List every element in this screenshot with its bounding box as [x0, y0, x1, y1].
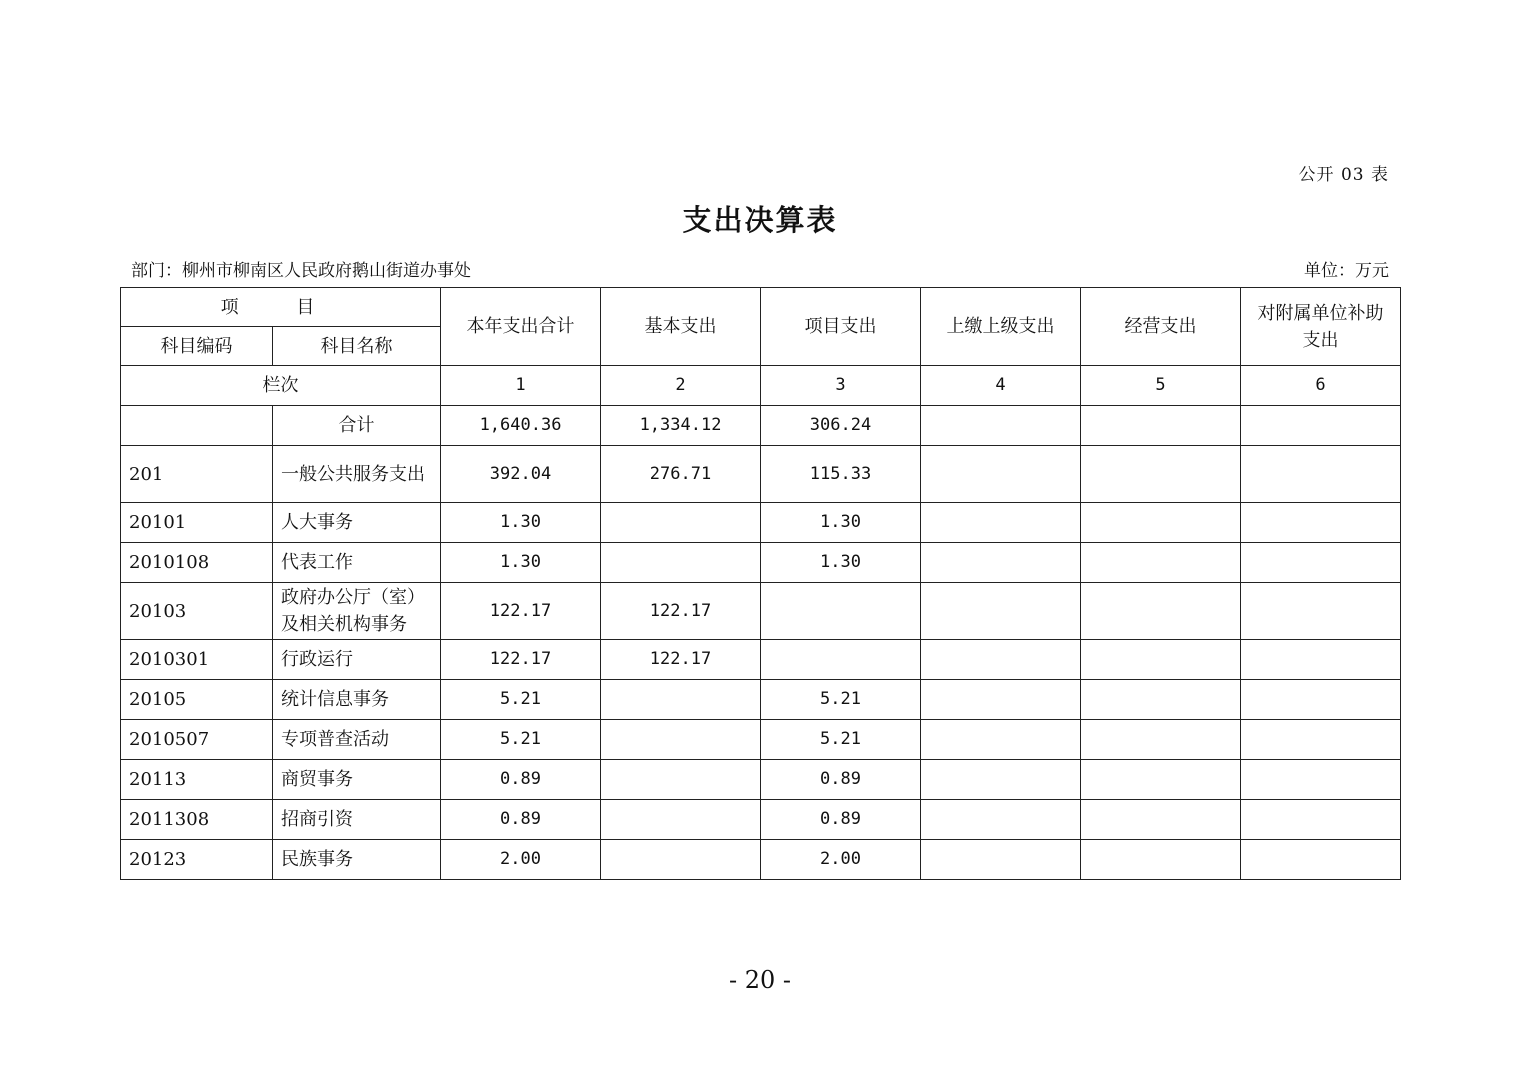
table-row	[121, 503, 1401, 543]
subject-name: 招商引资	[273, 800, 441, 840]
amount-cell: 392.04	[441, 446, 601, 503]
index-label: 栏次	[121, 366, 441, 406]
amount-cell: 2.00	[441, 840, 601, 880]
amount-cell: 5.21	[441, 720, 601, 760]
header-col-basic: 基本支出	[601, 288, 761, 366]
department-label: 部门：柳州市柳南区人民政府鹅山街道办事处	[131, 261, 471, 281]
amount-cell	[1081, 800, 1241, 840]
amount-cell	[921, 680, 1081, 720]
amount-cell	[1241, 446, 1401, 503]
subject-name: 专项普查活动	[273, 720, 441, 760]
index-row	[121, 366, 1401, 406]
amount-cell: 5.21	[761, 680, 921, 720]
amount-cell	[601, 800, 761, 840]
total-row	[121, 406, 1401, 446]
amount-cell	[921, 760, 1081, 800]
table-row	[121, 720, 1401, 760]
table-row	[121, 543, 1401, 583]
index-number: 2	[601, 366, 761, 406]
amount-cell	[921, 720, 1081, 760]
amount-cell	[1081, 543, 1241, 583]
subject-name: 商贸事务	[273, 760, 441, 800]
subject-code: 20101	[121, 503, 273, 543]
subject-code: 20113	[121, 760, 273, 800]
amount-cell	[1241, 543, 1401, 583]
amount-cell	[601, 543, 761, 583]
amount-cell: 0.89	[441, 800, 601, 840]
table-row	[121, 446, 1401, 503]
amount-cell: 115.33	[761, 446, 921, 503]
total-value	[1241, 406, 1401, 446]
amount-cell	[1241, 800, 1401, 840]
amount-cell	[921, 840, 1081, 880]
index-number: 4	[921, 366, 1081, 406]
page-number: - 20 -	[728, 966, 791, 994]
table-row	[121, 583, 1401, 640]
subject-name: 代表工作	[273, 543, 441, 583]
total-label: 合计	[273, 406, 441, 446]
subject-code: 2010108	[121, 543, 273, 583]
subject-name: 一般公共服务支出	[273, 446, 441, 503]
subject-code: 20123	[121, 840, 273, 880]
subject-name: 民族事务	[273, 840, 441, 880]
amount-cell	[1081, 680, 1241, 720]
amount-cell: 0.89	[761, 800, 921, 840]
amount-cell: 1.30	[441, 503, 601, 543]
amount-cell	[921, 446, 1081, 503]
amount-cell	[761, 640, 921, 680]
total-value: 1,334.12	[601, 406, 761, 446]
amount-cell: 1.30	[761, 503, 921, 543]
amount-cell	[601, 760, 761, 800]
total-code-cell	[121, 406, 273, 446]
amount-cell	[1081, 583, 1241, 640]
header-name: 科目名称	[273, 327, 441, 366]
total-value	[1081, 406, 1241, 446]
amount-cell	[1241, 503, 1401, 543]
amount-cell	[1241, 760, 1401, 800]
amount-cell	[1081, 640, 1241, 680]
amount-cell	[1241, 680, 1401, 720]
header-col-remit: 上缴上级支出	[921, 288, 1081, 366]
amount-cell	[601, 840, 761, 880]
amount-cell	[1241, 840, 1401, 880]
amount-cell	[921, 800, 1081, 840]
amount-cell: 122.17	[601, 583, 761, 640]
expenditure-table	[120, 287, 1401, 880]
amount-cell	[1241, 720, 1401, 760]
amount-cell: 0.89	[441, 760, 601, 800]
index-number: 1	[441, 366, 601, 406]
subject-name: 政府办公厅（室）及相关机构事务	[273, 583, 441, 640]
amount-cell: 276.71	[601, 446, 761, 503]
amount-cell	[921, 543, 1081, 583]
amount-cell	[1081, 503, 1241, 543]
amount-cell	[1241, 583, 1401, 640]
subject-name: 统计信息事务	[273, 680, 441, 720]
index-number: 6	[1241, 366, 1401, 406]
amount-cell	[601, 720, 761, 760]
subject-name: 人大事务	[273, 503, 441, 543]
header-col-subsidy: 对附属单位补助支出	[1241, 288, 1401, 366]
amount-cell	[921, 583, 1081, 640]
table-row	[121, 800, 1401, 840]
header-col-business: 经营支出	[1081, 288, 1241, 366]
header-code: 科目编码	[121, 327, 273, 366]
subject-code: 2010507	[121, 720, 273, 760]
total-value	[921, 406, 1081, 446]
amount-cell: 122.17	[601, 640, 761, 680]
amount-cell: 2.00	[761, 840, 921, 880]
amount-cell: 5.21	[441, 680, 601, 720]
form-code: 公开 03 表	[1298, 165, 1389, 185]
table-row	[121, 640, 1401, 680]
header-row-1	[121, 288, 1401, 327]
header-col-project: 项目支出	[761, 288, 921, 366]
amount-cell	[921, 503, 1081, 543]
amount-cell: 1.30	[441, 543, 601, 583]
amount-cell	[1241, 640, 1401, 680]
header-item: 项 目	[121, 288, 441, 327]
total-value: 1,640.36	[441, 406, 601, 446]
amount-cell: 5.21	[761, 720, 921, 760]
amount-cell	[761, 583, 921, 640]
index-number: 3	[761, 366, 921, 406]
unit-label: 单位：万元	[1304, 261, 1389, 281]
amount-cell	[1081, 720, 1241, 760]
amount-cell	[1081, 446, 1241, 503]
table-row	[121, 840, 1401, 880]
page-title: 支出决算表	[682, 203, 838, 237]
table-row	[121, 680, 1401, 720]
subject-code: 20103	[121, 583, 273, 640]
amount-cell	[601, 680, 761, 720]
total-value: 306.24	[761, 406, 921, 446]
subject-code: 2011308	[121, 800, 273, 840]
header-col-total: 本年支出合计	[441, 288, 601, 366]
amount-cell: 122.17	[441, 583, 601, 640]
subject-code: 2010301	[121, 640, 273, 680]
amount-cell	[1081, 840, 1241, 880]
index-number: 5	[1081, 366, 1241, 406]
amount-cell: 0.89	[761, 760, 921, 800]
amount-cell: 1.30	[761, 543, 921, 583]
subject-name: 行政运行	[273, 640, 441, 680]
amount-cell: 122.17	[441, 640, 601, 680]
table-row	[121, 760, 1401, 800]
subject-code: 201	[121, 446, 273, 503]
amount-cell	[921, 640, 1081, 680]
amount-cell	[1081, 760, 1241, 800]
subject-code: 20105	[121, 680, 273, 720]
amount-cell	[601, 503, 761, 543]
